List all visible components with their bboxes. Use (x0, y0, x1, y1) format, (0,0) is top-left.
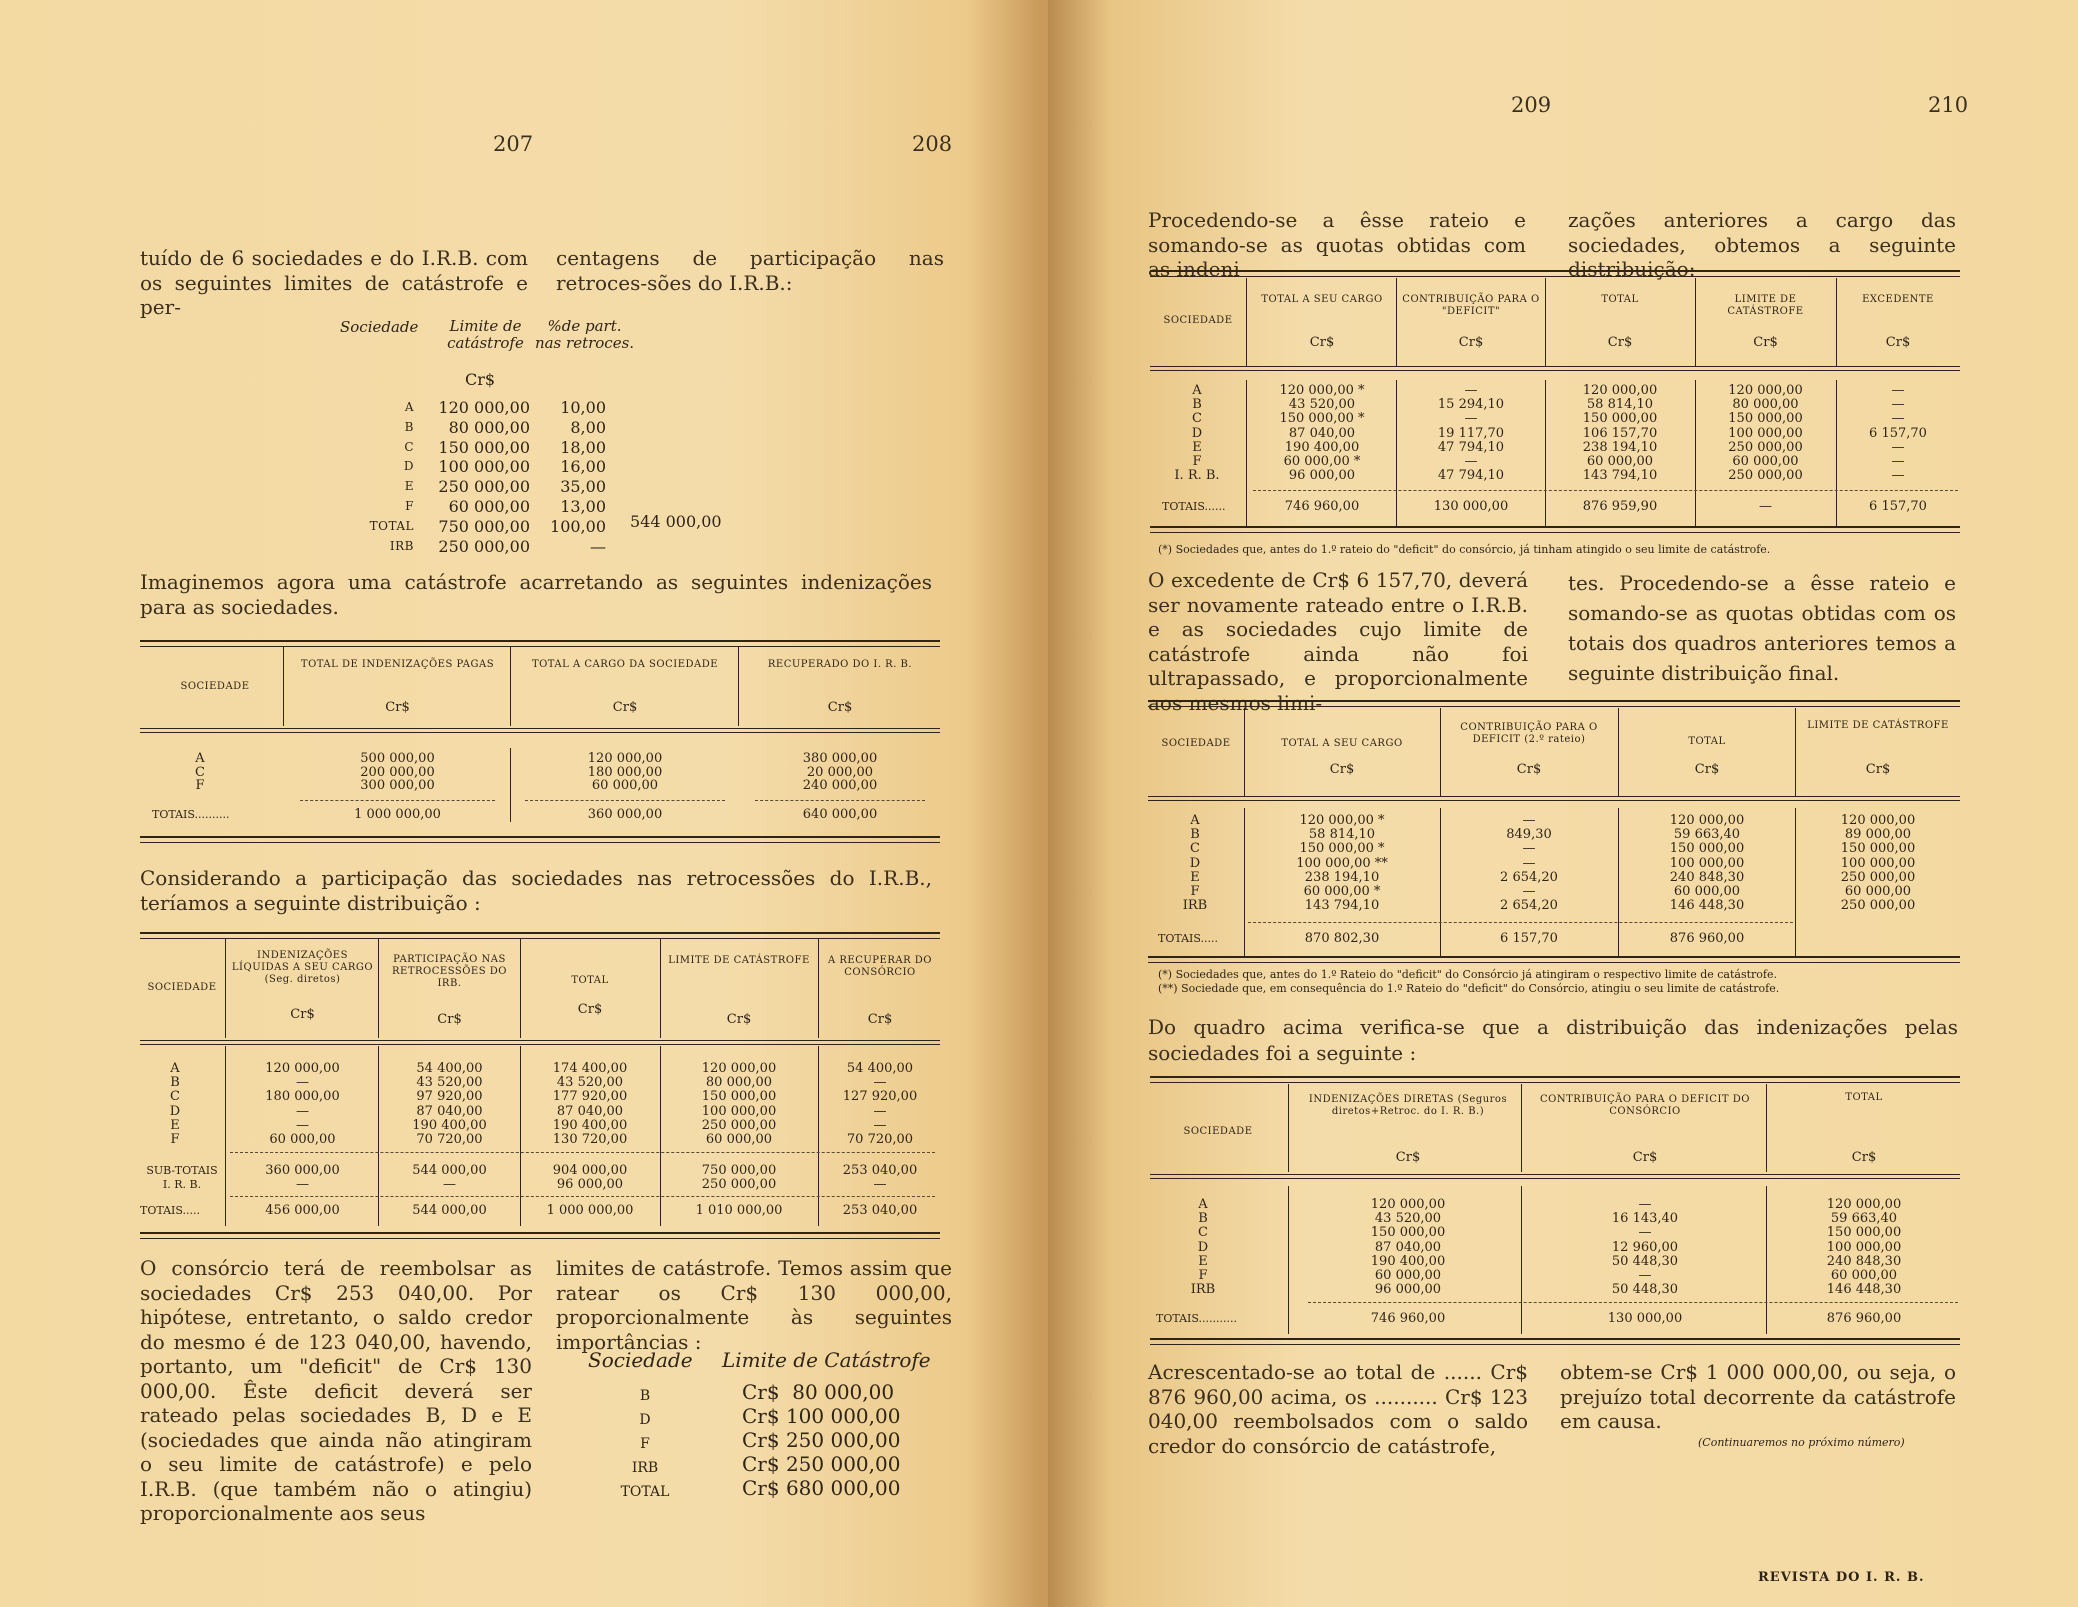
t3-currency-ind: Cr$ (290, 1007, 315, 1022)
t5-total-exc: 6 157,70 (1869, 499, 1927, 514)
t4-header-sociedade: Sociedade (588, 1348, 693, 1372)
t2-total-cargo: 360 000,00 (587, 807, 663, 822)
t3-currency-rec: Cr$ (867, 1012, 893, 1027)
t4-header-limite: Limite de Catástrofe (722, 1348, 931, 1372)
t2-total-paid: 1 000 000,00 (354, 807, 441, 822)
t3-sub-tot: 904 000,00 96 000,00 (552, 1163, 628, 1193)
t7-totals-label: TOTAIS........... (1156, 1312, 1237, 1325)
t7-soc: A B C D E F IRB (1190, 1197, 1216, 1298)
bottom-paragraph-left: O consórcio terá de reembolsar as sociedades Cr$ 253 040,00. Por hipótese, entretanto, o saldo credor do mesmo é de 123 040,00, havendo, portanto, um "deficit" de Cr$ 130 000,00. Êste deficit deverá ser rateado pelas sociedades B, D e E (sociedades que ainda não atingiram o seu limite de catástrofe) e pelo I.R.B. (que também não o atingiu) proporcionalmente aos seus (140, 1256, 532, 1525)
t3-sub-ind: 360 000,00 — (265, 1163, 340, 1193)
t6-header-cargo: TOTAL A SEU CARGO (1281, 738, 1403, 749)
t5-total-limite: — (1759, 499, 1772, 514)
t3-totals-label: TOTAIS..... (140, 1204, 201, 1217)
t2-totals-label: TOTAIS.......... (152, 808, 230, 821)
t4-lim: Cr$ 80 000,00 Cr$ 100 000,00 Cr$ 250 000,00 Cr$ 250 000,00 Cr$ 680 000,00 (742, 1380, 901, 1500)
t5-limite: 120 000,00 80 000,00 150 000,00 100 000,00 250 000,00 60 000,00 250 000,00 (1728, 383, 1803, 484)
t2-currency-paid: Cr$ (385, 700, 410, 715)
t2-currency-cargo: Cr$ (612, 700, 638, 715)
t2-soc: A C F (195, 751, 205, 793)
paragraph-imaginemos: Imaginemos agora uma catástrofe acarretando as seguintes indenizações para as sociedades. (140, 570, 932, 619)
final-paragraph-left: Acrescentado-se ao total de ...... Cr$ 876 960,00 acima, os .......... Cr$ 123 040,00 reembolsados com o saldo credor do consórcio de catástrofe, (1148, 1360, 1528, 1458)
t2-header-recuperado: RECUPERADO DO I. R. B. (767, 659, 913, 670)
t6-total: 120 000,00 59 663,40 150 000,00 100 000,00 240 848,30 60 000,00 146 448,30 (1669, 813, 1745, 914)
t5-header-limite: LIMITE DE CATÁSTROFE (1727, 294, 1804, 317)
t3-total-part: 544 000,00 (412, 1203, 487, 1218)
t6-header-sociedade: SOCIEDADE (1161, 738, 1231, 749)
page-number-208: 208 (912, 132, 953, 156)
t3-sub-lim: 750 000,00 250 000,00 (701, 1163, 777, 1193)
t3-ind: 120 000,00 — 180 000,00 — — 60 000,00 (265, 1061, 340, 1148)
t3-tot: 174 400,00 43 520,00 177 920,00 87 040,00 190 400,00 130 720,00 (552, 1061, 628, 1148)
t3-header-recuperar: A RECUPERAR DO CONSÓRCIO (827, 955, 932, 978)
right-page (1048, 0, 2078, 1607)
t3-subtotals-label: SUB-TOTAIS I. R. B. (146, 1164, 218, 1192)
t1-societies: A B C D E F TOTAL IRB (369, 400, 414, 553)
t6-cargo: 120 000,00 * 58 814,10 150 000,00 * 100 000,00 ** 238 194,10 60 000,00 * 143 794,10 (1296, 813, 1388, 914)
t2-paid: 500 000,00 200 000,00 300 000,00 (360, 751, 435, 793)
t6-header-total: TOTAL (1688, 736, 1726, 747)
t6-total-cargo: 870 802,30 (1304, 931, 1380, 946)
t5-currency-contrib: Cr$ (1458, 335, 1484, 350)
t5-cargo: 120 000,00 * 43 520,00 150 000,00 * 87 040,00 190 400,00 60 000,00 * 96 000,00 (1279, 383, 1365, 484)
t3-total-tot: 1 000 000,00 (546, 1203, 634, 1218)
t3-header-indenizacoes: INDENIZAÇÕES LÍQUIDAS A SEU CARGO (Seg. diretos) (231, 950, 374, 985)
t6-header-limite: LIMITE DE CATÁSTROFE (1807, 720, 1949, 731)
bottom-paragraph-right: limites de catástrofe. Temos assim que ratear os Cr$ 130 000,00, proporcionalmente às seguintes importâncias : (556, 1256, 952, 1354)
right-mid-left: O excedente de Cr$ 6 157,70, deverá ser novamente rateado entre o I.R.B. e as sociedades cujo limite de catástrofe ainda não foi ultrapassado, e proporcionalmente aos mesmos limi- (1148, 568, 1528, 715)
t6-currency-contrib: Cr$ (1516, 762, 1542, 777)
intro-paragraph-right: centagens de participação nas retroces-sões do I.R.B.: (556, 246, 944, 295)
t6-header-contrib: CONTRIBUIÇÃO PARA O DEFICIT (2.º rateio) (1460, 722, 1598, 745)
t7-header-sociedade: SOCIEDADE (1183, 1126, 1253, 1137)
t3-total-ind: 456 000,00 (265, 1203, 340, 1218)
t3-soc: A B C D E F (169, 1061, 181, 1148)
footer-revista: REVISTA DO I. R. B. (1758, 1570, 1925, 1585)
t7-header-total: TOTAL (1845, 1092, 1883, 1103)
t3-header-limite: LIMITE DE CATÁSTROFE (668, 955, 810, 966)
t3-currency-lim: Cr$ (726, 1012, 752, 1027)
paragraph-do-quadro: Do quadro acima verifica-se que a distribuição das indenizações pelas sociedades foi a seguinte : (1148, 1015, 1958, 1065)
t3-lim: 120 000,00 80 000,00 150 000,00 100 000,00 250 000,00 60 000,00 (701, 1061, 777, 1148)
t6-currency-limite: Cr$ (1865, 762, 1891, 777)
t2-header-sociedade: SOCIEDADE (180, 681, 250, 692)
t1-limits: 120 000,00 80 000,00 150 000,00 100 000,00 250 000,00 60 000,00 750 000,00 250 000,00 (438, 398, 530, 556)
t2-total-rec: 640 000,00 (802, 807, 878, 822)
t7-ind: 120 000,00 43 520,00 150 000,00 87 040,00 190 400,00 60 000,00 96 000,00 (1370, 1197, 1446, 1298)
t1-currency: Cr$ (465, 370, 496, 389)
t7-total-contrib: 130 000,00 (1607, 1311, 1683, 1326)
t7-header-contrib: CONTRIBUIÇÃO PARA O DEFICIT DO CONSÓRCIO (1540, 1094, 1750, 1117)
right-intro-right: zações anteriores a cargo das sociedades, obtemos a seguinte distribuição: (1568, 208, 1956, 281)
t2-header-paid: TOTAL DE INDENIZAÇÕES PAGAS (300, 659, 495, 670)
t4-soc: B D F IRB TOTAL (620, 1388, 670, 1500)
t7-header-indenizacoes: INDENIZAÇÕES DIRETAS (Seguros diretos+Retroc. do I. R. B.) (1308, 1094, 1508, 1117)
t6-total-contrib: 6 157,70 (1500, 931, 1558, 946)
t3-sub-rec: 253 040,00 — (842, 1163, 918, 1193)
t6-footnote-1: (*) Sociedades que, antes do 1.º Rateio do "deficit" do Consórcio já atingiram o respectivo limite de catástrofe. (1158, 968, 1777, 981)
t6-limite: 120 000,00 89 000,00 150 000,00 100 000,00 250 000,00 60 000,00 250 000,00 (1840, 813, 1916, 914)
t5-excedente: — — — 6 157,70 — — — (1869, 383, 1927, 484)
t6-contrib: — 849,30 — — 2 654,20 — 2 654,20 (1500, 813, 1558, 914)
t6-totals-label: TOTAIS..... (1158, 932, 1219, 945)
t1-extra-value: 544 000,00 (630, 512, 722, 531)
t5-totals-label: TOTAIS...... (1162, 500, 1226, 513)
t5-header-excedente: EXCEDENTE (1862, 294, 1934, 305)
t7-currency-contrib: Cr$ (1632, 1150, 1658, 1165)
continuation-note: (Continuaremos no próximo número) (1698, 1436, 1905, 1449)
page-number-210: 210 (1928, 93, 1969, 117)
t2-cargo: 120 000,00 180 000,00 60 000,00 (587, 751, 663, 793)
right-mid-right: tes. Procedendo-se a êsse rateio e somando-se as quotas obtidas com os totais dos quadros anteriores temos a seguinte distribuição final. (1568, 571, 1956, 685)
t5-soc: A B C D E F I. R. B. (1174, 383, 1220, 484)
page-number-207: 207 (493, 132, 534, 156)
t5-currency-exc: Cr$ (1885, 335, 1911, 350)
t5-total-total: 876 959,90 (1582, 499, 1658, 514)
t1-header-limite: Limite de catástrofe (447, 317, 524, 352)
t7-contrib: — 16 143,40 — 12 960,00 50 448,30 — 50 448,30 (1611, 1197, 1679, 1298)
t6-soc: A B C D E F IRB (1182, 813, 1208, 914)
t3-part: 54 400,00 43 520,00 97 920,00 87 040,00 190 400,00 70 720,00 (412, 1061, 487, 1148)
t5-header-sociedade: SOCIEDADE (1163, 315, 1233, 326)
t1-header-sociedade: Sociedade (340, 318, 419, 336)
t5-currency-limite: Cr$ (1753, 335, 1778, 350)
t3-sub-part: 544 000,00 — (412, 1163, 487, 1193)
t3-header-participacao: PARTICIPAÇÃO NAS RETROCESSÕES DO IRB. (392, 954, 507, 989)
t3-total-lim: 1 010 000,00 (695, 1203, 783, 1218)
t6-currency-total: Cr$ (1694, 762, 1720, 777)
t5-footnote: (*) Sociedades que, antes do 1.º rateio do "deficit" do consórcio, já tinham atingido o seu limite de catástrofe. (1158, 543, 1771, 556)
t3-rec: 54 400,00 — 127 920,00 — — 70 720,00 (842, 1061, 918, 1148)
t6-footnote-2: (**) Sociedade que, em consequência do 1.º Rateio do "deficit" do Consórcio, atingiu o seu limite de catástrofe. (1158, 982, 1780, 995)
t2-header-cargo: TOTAL A CARGO DA SOCIEDADE (531, 659, 719, 670)
t6-total-total: 876 960,00 (1669, 931, 1745, 946)
t1-percents: 10,00 8,00 18,00 16,00 35,00 13,00 100,00 — (550, 398, 606, 556)
t5-header-cargo: TOTAL A SEU CARGO (1261, 294, 1383, 305)
t7-total-total: 876 960,00 (1826, 1311, 1902, 1326)
t7-currency-ind: Cr$ (1395, 1150, 1421, 1165)
t7-currency-total: Cr$ (1851, 1150, 1877, 1165)
t6-currency-cargo: Cr$ (1329, 762, 1355, 777)
t5-total-cargo: 746 960,00 (1284, 499, 1360, 514)
t5-header-total: TOTAL (1601, 294, 1639, 305)
t3-currency-tot: Cr$ (577, 1002, 603, 1017)
t5-currency-total: Cr$ (1607, 335, 1633, 350)
page-number-209: 209 (1511, 93, 1552, 117)
t7-total: 120 000,00 59 663,40 150 000,00 100 000,00 240 848,30 60 000,00 146 448,30 (1826, 1197, 1902, 1298)
t1-header-percent: %de part. nas retroces. (534, 317, 635, 352)
right-intro-left: Procedendo-se a êsse rateio e somando-se as quotas obtidas com as indeni- (1148, 208, 1526, 281)
t2-currency-rec: Cr$ (827, 700, 853, 715)
t5-total: 120 000,00 58 814,10 150 000,00 106 157,70 238 194,10 60 000,00 143 794,10 (1582, 383, 1658, 484)
t5-total-contrib: 130 000,00 (1433, 499, 1509, 514)
t3-currency-part: Cr$ (437, 1012, 462, 1027)
intro-paragraph-left: tuído de 6 sociedades e do I.R.B. com os seguintes limites de catástrofe e per- (140, 246, 528, 319)
t3-header-total: TOTAL (571, 975, 609, 986)
t3-header-sociedade: SOCIEDADE (147, 982, 217, 993)
t5-contrib: — 15 294,10 — 19 117,70 47 794,10 — 47 794,10 (1437, 383, 1505, 484)
final-paragraph-right: obtem-se Cr$ 1 000 000,00, ou seja, o prejuízo total decorrente da catástrofe em causa. (1560, 1360, 1956, 1433)
t7-total-ind: 746 960,00 (1370, 1311, 1446, 1326)
paragraph-considerando: Considerando a participação das sociedades nas retrocessões do I.R.B., teríamos a seguinte distribuição : (140, 866, 932, 915)
t3-total-rec: 253 040,00 (842, 1203, 918, 1218)
t5-currency-cargo: Cr$ (1309, 335, 1335, 350)
t5-header-contrib: CONTRIBUIÇÃO PARA O "DEFICIT" (1402, 294, 1540, 317)
t2-recuperado: 380 000,00 20 000,00 240 000,00 (802, 751, 878, 793)
